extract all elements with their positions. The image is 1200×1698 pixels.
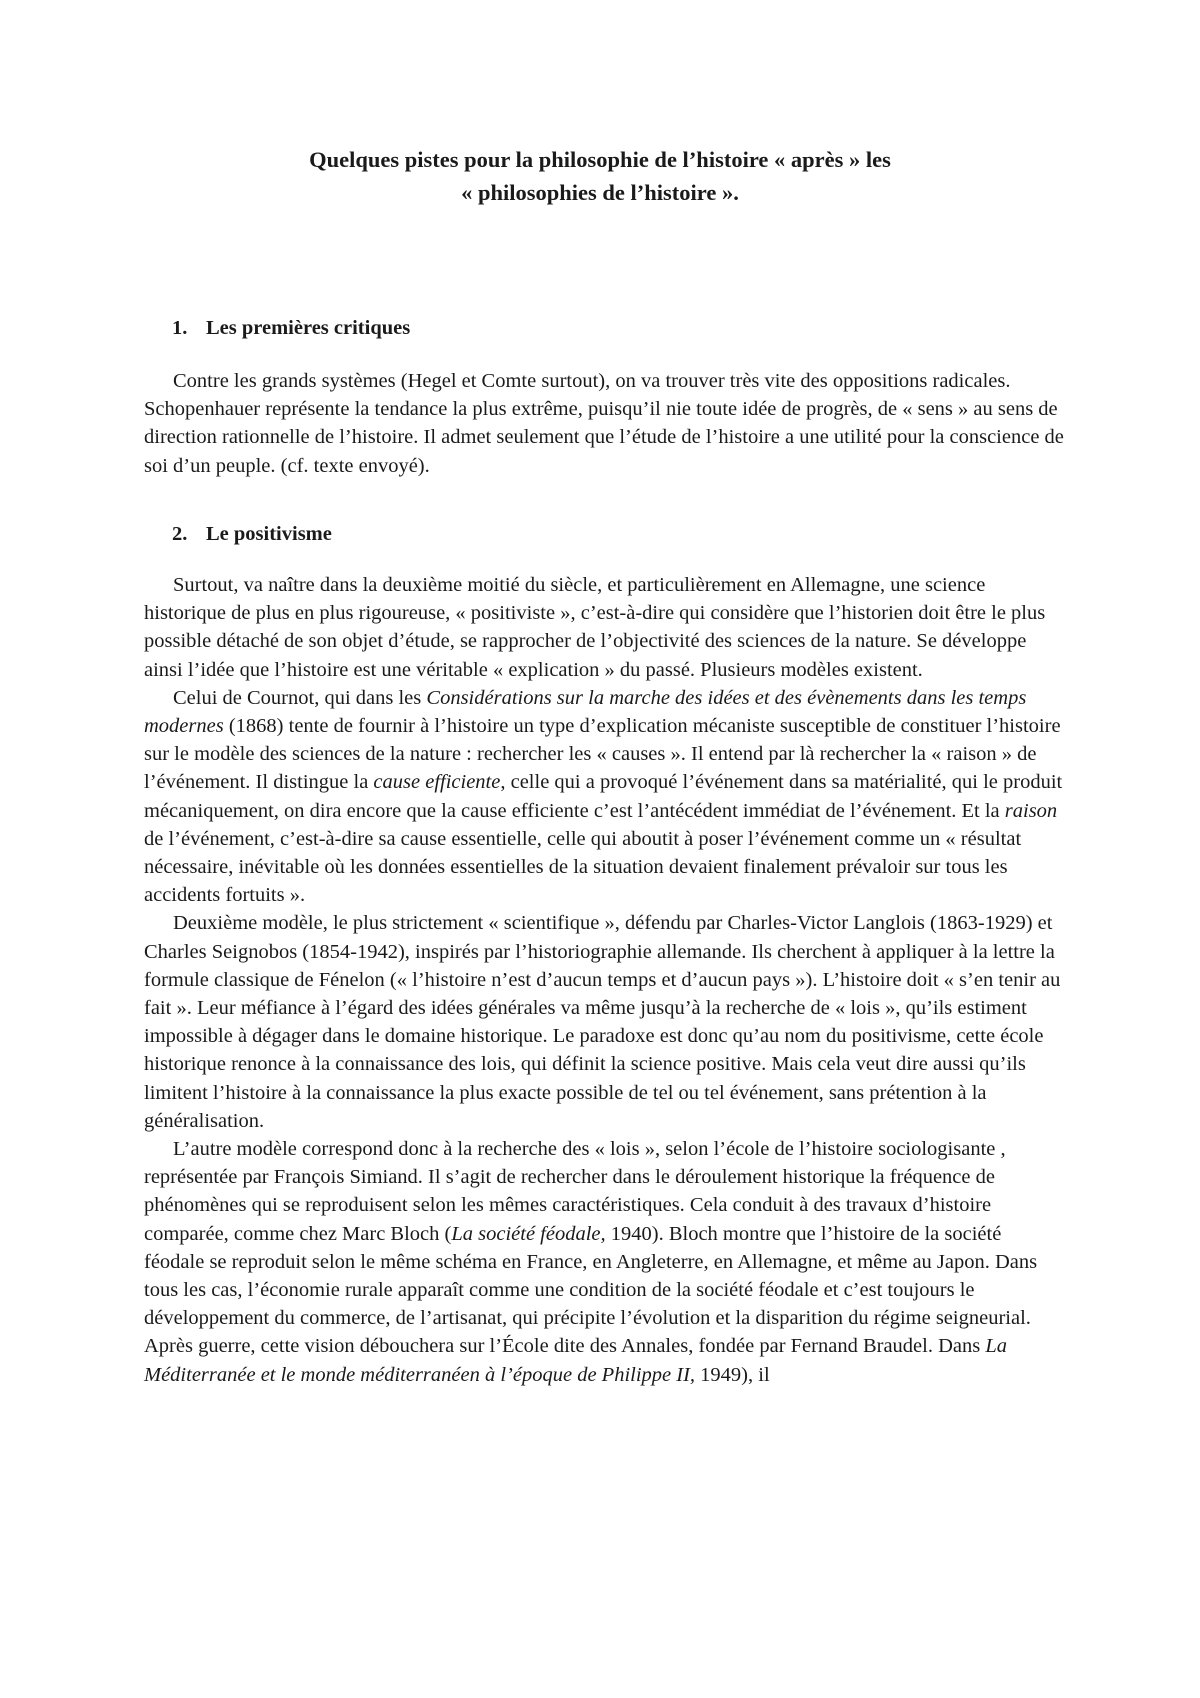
section-title-2: Le positivisme (206, 523, 332, 545)
section-number-1: 1. (172, 317, 188, 339)
title-line-2: « philosophies de l’histoire ». (461, 180, 739, 205)
text-run: (1868) tente de fournir à l’histoire un type d’explication mécaniste susceptible de constituer l’histoire sur le modèle des sciences de la nature : rechercher les « causes ». Il entend par là rechercher la « raison » de l’événement. Il distingue la (144, 715, 1061, 794)
text-run: 1949), il (695, 1363, 770, 1386)
title-line-1: Quelques pistes pour la philosophie de l’histoire « après » les (309, 147, 891, 172)
book-title: Considérations sur la marche des idées et des évènements dans les temps modernes (144, 686, 1027, 738)
paragraph: Contre les grands systèmes (Hegel et Comte surtout), on va trouver très vite des oppositions radicales. Schopenhauer représente la tendance la plus extrême, puisqu’il nie toute idée de progrès, de « sens » au sens de direction rationnelle de l’histoire. Il admet seulement que l’étude de l’histoire a une utilité pour la conscience de soi d’un peuple. (cf. texte envoyé). (144, 370, 1064, 477)
text-run: 1940). Bloch montre que l’histoire de la société féodale se reproduit selon le même schéma en France, en Angleterre, en Allemagne, et même au Japon. Dans tous les cas, l’économie rurale apparaît comme une condition de la société féodale et c’est toujours le développement du commerce, de l’artisanat, qui précipite l’évolution et la disparition du régime seigneurial. Après guerre, cette vision débouchera sur l’École dite des Annales, fondée par Fernand Braudel. Dans (144, 1222, 1038, 1358)
book-title: La société féodale, (451, 1222, 606, 1245)
paragraph (144, 684, 1064, 910)
text-run: de l’événement, c’est-à-dire sa cause essentielle, celle qui aboutit à poser l’événement comme un « résultat nécessaire, inévitable où les données essentielles de la situation devaient finalement prévaloir sur tous les accidents fortuits ». (144, 827, 1022, 907)
paragraph: Surtout, va naître dans la deuxième moitié du siècle, et particulièrement en Allemagne, une science historique de plus en plus rigoureuse, « positiviste », c’est-à-dire qui considère que l’historien doit être le plus possible détaché de son objet d’étude, se rapprocher de l’objectivité des sciences de la nature. Se développe ainsi l’idée que l’histoire est une véritable « explication » du passé. Plusieurs modèles existent. (144, 574, 1046, 681)
section-number-2: 2. (172, 523, 188, 545)
paragraph: Deuxième modèle, le plus strictement « scientifique », défendu par Charles-Victor Langlois (1863-1929) et Charles Seignobos (1854-1942), inspirés par l’historiographie allemande. Ils cherchent à appliquer à la lettre la formule classique de Fénelon (« l’histoire n’est d’aucun temps et d’aucun pays »). L’histoire doit « s’en tenir au fait ». Leur méfiance à l’égard des idées générales va même jusqu’à la recherche de « lois », qu’ils estiment impossible à dégager dans le domaine historique. Le paradoxe est donc qu’au nom du positivisme, cette école historique renonce à la connaissance des lois, qui définit la science positive. Mais cela veut dire aussi qu’ils limitent l’histoire à la connaissance la plus exacte possible de tel ou tel événement, sans prétention à la généralisation. (144, 912, 1061, 1132)
paragraph (144, 1135, 1064, 1389)
text-run: L’autre modèle correspond donc à la recherche des « lois », selon l’école de l’histoire sociologisante , représentée par François Simiand. Il s’agit de rechercher dans le déroulement historique la fréquence de phénomènes qui se reproduisent selon les mêmes caractéristiques. Cela conduit à des travaux d’histoire comparée, comme chez Marc Bloch ( (144, 1138, 1006, 1245)
book-title: La Méditerranée et le monde méditerranéen à l’époque de Philippe II, (144, 1335, 1007, 1386)
emphasis-term: cause efficiente (373, 771, 501, 794)
section-heading-1 (172, 314, 410, 342)
text-run: Celui de Cournot, qui dans les (173, 686, 427, 709)
section-heading-2 (172, 520, 332, 548)
section-2-body (144, 571, 1064, 1389)
emphasis-term: raison (1004, 799, 1058, 822)
document-title (180, 143, 1020, 209)
section-1-body (144, 367, 1064, 480)
text-run: , celle qui a provoqué l’événement dans sa matérialité, qui le produit mécaniquement, on dira encore que la cause efficiente c’est l’antécédent immédiat de l’événement. Et la (144, 771, 1063, 822)
section-title-1: Les premières critiques (206, 317, 411, 339)
